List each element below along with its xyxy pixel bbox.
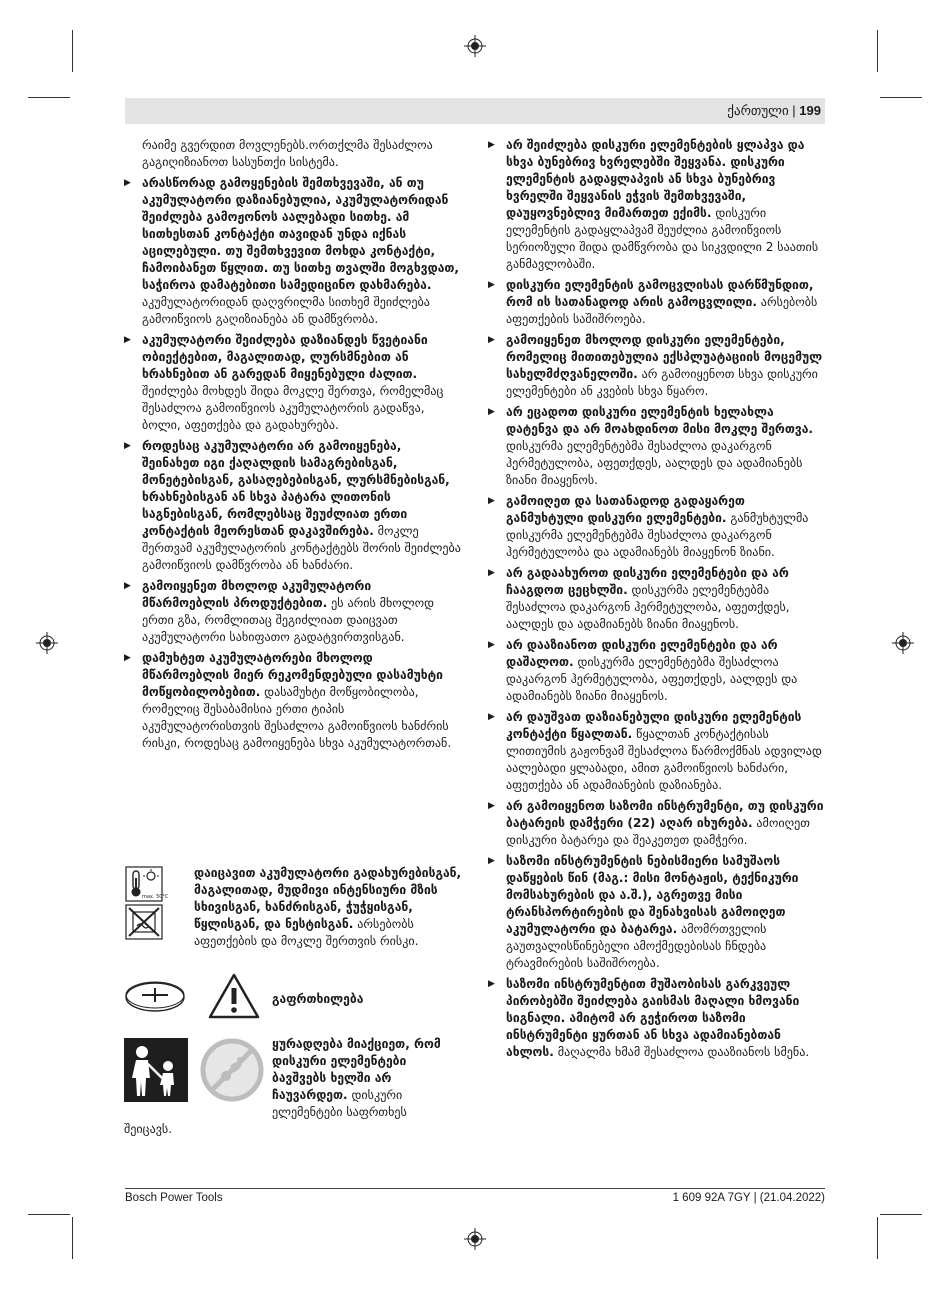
child-warning-rest: დისკური ელემენტები საფრთხეს — [272, 1088, 407, 1119]
bullet-bold-text: საზომი ინსტრუმენტით მუშაობისას გარკვეულ პირობებში შეიძლება გაისმას მაღალი ხმოვანი სიგნალი. ამიტომ არ გეჭიროთ საზომი ინსტრუმენტი ყურთან ან სხვა ადამიანებთან ახლოს. — [506, 977, 800, 1059]
warning-triangle-icon — [207, 972, 261, 1020]
bullet-text: დასამუხტი მოწყობილობა, რომელიც შესაბამისია ერთი ტიპის აკუმულატორისთვის შესაძლოა გამოიწვიოს ხანძრის რისკი, როდესაც გამოიყენება სხვა აკუმულატორთან. — [142, 685, 452, 750]
bullet-bold-text: არასწორად გამოყენების შემთხვევაში, ან თუ აკუმულატორი დაზიანებულია, აკუმულატორიდან შეიძლება გამოჟონოს აალებადი სითხე. ამ სითხესთან კონტაქტი თავიდან უნდა იქნას აცილებული. თუ შემთხვევით მოხდა კონტაქტი, ჩამოიბანეთ წყლით. თუ სითხე თვალში მოგხვდათ, საჭიროა დამატებითი სამედიცინო დახმარება. — [142, 176, 460, 292]
bullet-text: ამოიღეთ დისკური ბატარეა და შეაკეთეთ დამჭერი. — [506, 816, 810, 847]
crop-mark — [877, 1217, 878, 1259]
bullet-bold-text: არ დააზიანოთ დისკური ელემენტები და არ დაშალოთ. — [506, 638, 778, 669]
crop-mark — [28, 1214, 70, 1215]
bullet-item — [488, 853, 824, 972]
bullet-bold-text: როდესაც აკუმულატორი არ გამოიყენება, შეინახეთ იგი ქაღალდის სამაგრებისგან, მონეტებისგან, გასაღებებისგან, ლურსმნებისგან, ხრახნებისგან ან სხვა პატარა ლითონის საგნებისგან, რომლებსაც შეუძლიათ ერთი კონტაქტის მეორესთან დაკავშირება. — [142, 439, 450, 538]
bullet-bold-text: არ დაუშვათ დაზიანებული დისკური ელემენტის კონტაქტი წყალთან. — [506, 710, 802, 741]
page-header — [125, 98, 825, 124]
no-swallow-child-icon — [200, 1038, 264, 1102]
bullet-bold-text: გამოიყენეთ მხოლოდ აკუმულატორი მწარმოებლის პროდუქტებით. — [142, 579, 372, 610]
bullet-text: ამომრთველის გაუთვალისწინებელი ამოქმედებისას ჩნდება ტრავმირების საშიშროება. — [506, 922, 767, 970]
right-column — [488, 137, 824, 1065]
bullet-item — [488, 565, 824, 633]
child-warning-bold: ყურადღება მიაქციეთ, რომ დისკური ელემენტები ბავშვებს ხელში არ ჩაუვარდეთ. — [272, 1037, 441, 1102]
bullet-item — [488, 637, 824, 705]
heat-warning-bold: დაიცავით აკუმულატორი გადახურებისგან, მაგალითად, მუდმივი ინტენსიური მზის სხივისგან, ხანძრისგან, ჭუჭყისგან, წყლისგან, და ნესტისგან. — [194, 866, 462, 931]
crop-mark — [72, 30, 73, 72]
crop-mark — [72, 1217, 73, 1259]
child-warning-text — [272, 1036, 462, 1121]
paragraph — [124, 137, 462, 171]
bullet-bold-text: დამუხტეთ აკუმულატორები მხოლოდ მწარმოებლის მიერ რეკომენდებული დასამუხტი მოწყობილობებით. — [142, 651, 443, 699]
bullet-bold-text: გამოიყენეთ მხოლოდ დისკური ელემენტები, რომელიც მითითებულია ექსპლუატაციის მოცემულ სახელმძღვანელოში. — [506, 333, 823, 381]
registration-mark-icon — [464, 35, 486, 57]
bullet-text: აკუმულატორიდან დაღვრილმა სითხემ შეიძლება გამოიწვიოს გაღიზიანება ან დამწვრობა. — [142, 295, 430, 326]
bullet-text: არსებობს აფეთქების საშიშროება. — [506, 295, 818, 326]
bullet-text: დისკურმა ელემენტებმა შესაძლოა დაკარგონ ჰერმეტულობა, აფეთქდეს, აალდეს და ადამიანებს ზიანი მიაყენოს. — [506, 655, 798, 703]
registration-mark-icon — [892, 632, 914, 654]
registration-mark-icon — [36, 632, 58, 654]
bullet-item — [488, 332, 824, 400]
registration-mark-icon — [464, 1228, 486, 1250]
heat-warning-rest: არსებობს აფეთქების და მოკლე შერთვის რისკი. — [194, 917, 419, 948]
crop-mark — [28, 97, 70, 98]
coin-cell-battery-icon — [124, 980, 186, 1014]
header-separator: | — [788, 103, 800, 118]
thermometer-sun-icon — [125, 866, 169, 902]
bullet-text: შეიძლება მოხდეს შიდა მოკლე შერთვა, რომელმაც შესაძლოა გამოიწვიოს აკუმულატორის გადაწვა, ბოლი, აფეთქება და გადახურება. — [142, 384, 444, 432]
footer-right: 1 609 92A 7GY | (21.04.2022) — [672, 1192, 825, 1204]
crop-mark — [880, 97, 922, 98]
paragraph-text: რაიმე გვერდით მოვლენებს.ორთქლმა შესაძლოა გაგიღიზიანოთ სასუნთქი სისტემა. — [142, 138, 433, 169]
bullet-text: ეს არის მხოლოდ ერთი გზა, რომლითაც შეგიძლიათ დაიცვათ აკუმულატორი სახიფათო გადატვირთვისგან. — [142, 596, 435, 644]
bullet-bold-text: გამოიღეთ და სათანადოდ გადაყარეთ განმუხტული დისკური ელემენტები. — [506, 494, 745, 525]
bullet-item — [488, 493, 824, 561]
bullet-item — [488, 709, 824, 794]
page-number: 199 — [799, 103, 821, 118]
bullet-bold-text: არ ეცადოთ დისკური ელემენტის ხელახლა დატენვა და არ მოახდინოთ მისი მოკლე შერთვა. — [506, 405, 813, 436]
bullet-item — [124, 578, 462, 646]
bullet-text: განმუხტულმა დისკურმა ელემენტებმა შესაძლოა დაკარგონ ჰერმეტულობა და ადამიანებს მიაყენონ ზიანი. — [506, 511, 809, 559]
bullet-text: დისკურმა ელემენტებმა შესაძლოა დაკარგონ ჰერმეტულობა, აფეთქდეს, აალდეს და ადამიანებს ზიანი მიაყენოს. — [506, 439, 803, 487]
bullet-item — [488, 404, 824, 489]
heat-icon-label: max. 50°C — [142, 894, 169, 900]
bullet-item — [124, 332, 462, 434]
no-water-icon — [125, 904, 163, 940]
bullet-bold-text: აკუმულატორი შეიძლება დაზიანდეს წვეტიანი ობიექტებით, მაგალითად, ლურსმნებით ან ხრახნებით ან გარედან მიყენებული ძალით. — [142, 333, 428, 381]
bullet-bold-text: არ გამოიყენოთ საზომი ინსტრუმენტი, თუ დისკური ბატარეის დამჭერი (22) აღარ იხურება. — [506, 799, 824, 830]
bullet-text: არ გამოიყენოთ სხვა დისკური ელემენტები ან კვების სხვა წყარო. — [506, 367, 818, 398]
bullet-item — [124, 175, 462, 328]
left-column — [124, 137, 462, 756]
footer-left: Bosch Power Tools — [125, 1192, 223, 1204]
bullet-text: წყალთან კონტაქტისას ლითიუმის გაჟონვამ შესაძლოა წარმოქმნას ადვილად აალებადი ყლაბადი, ამით გამოიწვიოს ხანძარი, აფეთქება ან ადამიანების დაზიანება. — [506, 727, 822, 792]
heat-warning-text — [194, 865, 462, 950]
keep-away-children-icon — [124, 1038, 188, 1102]
bullet-item — [124, 650, 462, 752]
bullet-bold-text: არ შეიძლება დისკური ელემენტების ყლაპვა და სხვა ბუნებრივ ხვრელებში შეყვანა. დისკური ელემენტის გადაყლაპვის ან სხვა ბუნებრივ ხვრელში შეყვანის ეჭვის შემთხვევაში, დაუყოვნებლივ მიმართეთ ექიმს. — [506, 138, 805, 220]
bullet-text: დისკურმა ელემენტებმა შესაძლოა დაკარგონ ჰერმეტულობა, აფეთქდეს, აალდეს და ადამიანებს ზიანი მიაყენოს. — [506, 583, 790, 631]
bullet-item — [488, 137, 824, 273]
header-language: ქართული — [727, 103, 789, 118]
warning-label: გაფრთხილება — [272, 992, 364, 1006]
bullet-text: დისკური ელემენტის გადაყლაპვამ შეუძლია გამოიწვიოს სერიოზული შიდა დამწვრობა და სიკვდილი 2 საათის განმავლობაში. — [506, 206, 819, 271]
bullet-text: მაღალმა ხმამ შესაძლოა დააზიანოს სმენა. — [557, 1045, 810, 1059]
bullet-bold-text: საზომი ინსტრუმენტის ნებისმიერი სამუშაოს დაწყების წინ (მაგ.: მისი მონტაჟის, ტექნიკური მომსახურების და ა.შ.), აგრეთვე მისი ტრანსპორტირების და შენახვისას გამოიღეთ აკუმულატორი და ბატარეა. — [506, 854, 799, 936]
bullet-item — [124, 438, 462, 574]
bullet-bold-text: არ გადაახუროთ დისკური ელემენტები და არ ჩააგდოთ ცეცხლში. — [506, 566, 789, 597]
child-warning-tail: შეიცავს. — [124, 1122, 173, 1136]
bullet-item — [488, 277, 824, 328]
bullet-item — [488, 976, 824, 1061]
bullet-item — [488, 798, 824, 849]
bullet-bold-text: დისკური ელემენტის გამოცვლისას დარწმუნდით, რომ ის სათანადოდ არის გამოცვლილი. — [506, 278, 814, 309]
footer-rule — [125, 1188, 825, 1189]
crop-mark — [877, 30, 878, 72]
bullet-text: მოკლე შერთვამ აკუმულატორის კონტაქტებს შორის შეიძლება გამოიწვიოს დამწვრობა ან ხანძარი. — [142, 524, 461, 572]
crop-mark — [880, 1214, 922, 1215]
